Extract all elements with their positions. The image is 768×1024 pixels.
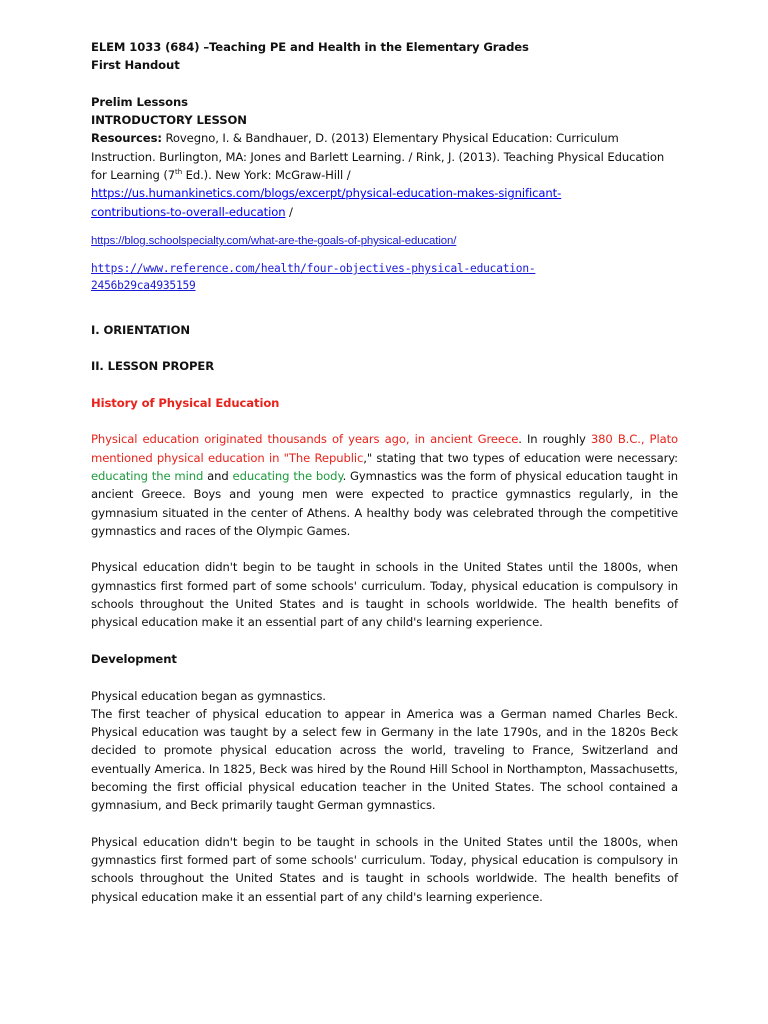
- history-highlight-plato: 380 B.C., Plato mentioned physical education in "The Republic: [91, 432, 679, 465]
- lesson-title: INTRODUCTORY LESSON: [91, 113, 247, 128]
- schoolspecialty-link-line: [91, 231, 678, 250]
- history-text-1: . In roughly: [518, 432, 591, 447]
- humankinetics-link[interactable]: https://us.humankinetics.com/blogs/excerpt/physical-education-makes-significant- contributions-to-overall-education: [91, 186, 562, 219]
- schoolspecialty-link[interactable]: https://blog.schoolspecialty.com/what-are-the-goals-of-physical-education/: [91, 234, 457, 247]
- handout-title: First Handout: [91, 58, 180, 73]
- link-separator: /: [285, 204, 293, 219]
- document-page: [91, 38, 678, 906]
- history-text-4: . Gymnastics was the form of physical education taught in ancient Greece. Boys and young men were expected to practice gymnastics regularly, in the gymnasium situated in the center of Athens. A healthy body was celebrated through the competitive gymnastics and races of the Olympic Games.: [91, 468, 678, 538]
- history-highlight-mind: educating the mind: [91, 468, 204, 483]
- history-paragraph-2: Physical education didn't begin to be taught in schools in the United States until the 1800s, when gymnastics first formed part of some schools' curriculum. Today, physical education is compulsory in schools throughout the United States and is taught in schools worldwide. The health benefits of physical education make it an essential part of any child's learning experience.: [91, 560, 678, 630]
- history-heading: History of Physical Education: [91, 395, 280, 410]
- development-paragraph-3: Physical education didn't begin to be taught in schools in the United States until the 1800s, when gymnastics first formed part of some schools' curriculum. Today, physical education is compulsory in schools throughout the United States and is taught in schools worldwide. The health benefits of physical education make it an essential part of any child's learning experience.: [91, 834, 678, 904]
- resources-label: Resources:: [91, 131, 162, 146]
- history-text-3: and: [203, 468, 233, 483]
- resources-text-end: Ed.). New York: McGraw-Hill /: [182, 168, 351, 183]
- resources-paragraph: [91, 129, 678, 220]
- history-highlight-body: educating the body: [232, 468, 343, 483]
- prelim-title: Prelim Lessons: [91, 94, 188, 109]
- reference-link[interactable]: https://www.reference.com/health/four-objectives-physical-education- 2456b29ca4935159: [91, 262, 536, 293]
- orientation-heading: I. ORIENTATION: [91, 322, 190, 337]
- development-paragraph-1: Physical education began as gymnastics.: [91, 688, 326, 703]
- development-heading: Development: [91, 651, 177, 666]
- reference-link-line: [91, 260, 678, 294]
- development-paragraph-2: The first teacher of physical education to appear in America was a German named Charles Beck. Physical education was taught by a select few in Germany in the late 1790s, and in the 1820s Beck decided to promote physical education across the world, traveling to France, Switzerland and eventually America. In 1825, Beck was hired by the Round Hill School in Northampton, Massachusetts, becoming the first official physical education teacher in the United States. The school contained a gymnasium, and Beck primarily taught German gymnastics.: [91, 706, 678, 813]
- resources-text: Rovegno, I. & Bandhauer, D. (2013) Elementary Physical Education: Curriculum Instruction. Burlington, MA: Jones and Barlett Learning. / Rink, J. (2013). Teaching Physical Education for Learning (7: [91, 131, 665, 183]
- lesson-proper-heading: II. LESSON PROPER: [91, 359, 215, 374]
- resources-superscript: th: [175, 168, 183, 177]
- history-paragraph-1: [91, 430, 678, 540]
- history-text-2: ," stating that two types of education were necessary:: [363, 450, 678, 465]
- course-title: ELEM 1033 (684) –Teaching PE and Health in the Elementary Grades: [91, 40, 529, 54]
- history-highlight-greece: Physical education originated thousands of years ago, in ancient Greece: [91, 432, 519, 447]
